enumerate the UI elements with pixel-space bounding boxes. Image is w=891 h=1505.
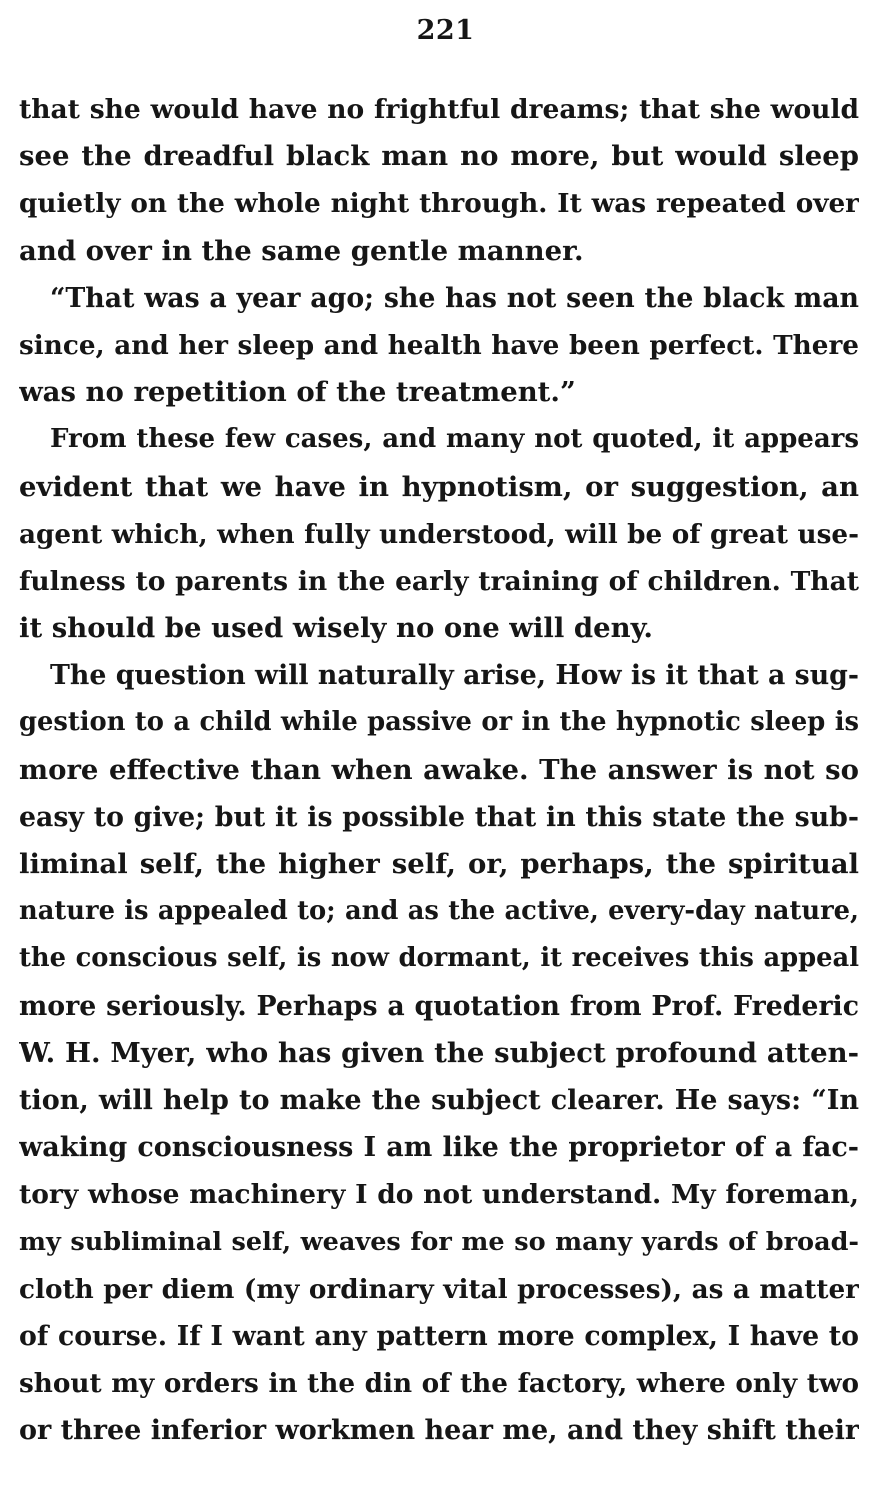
text-line: since, and her sleep and health have been perfect. There	[19, 329, 859, 361]
text-line: agent which, when fully understood, will be of great use-	[19, 518, 859, 550]
text-line: waking consciousness I am like the proprietor of a fac-	[19, 1132, 859, 1164]
text-line: more effective than when awake. The answer is not so	[19, 753, 859, 786]
text-line: The question will naturally arise, How is it that a sug-	[50, 660, 859, 692]
body-text	[19, 86, 859, 1454]
text-line: the conscious self, is now dormant, it receives this appeal	[19, 943, 859, 974]
text-line: that she would have no frightful dreams; that she would	[19, 94, 859, 125]
text-line: quietly on the whole night through. It was repeated over	[19, 188, 859, 220]
text-line: my subliminal self, weaves for me so many yards of broad-	[19, 1226, 859, 1257]
text-line: see the dreadful black man no more, but would sleep	[19, 140, 859, 173]
text-line: tory whose machinery I do not understand. My foreman,	[19, 1179, 859, 1211]
text-line: it should be used wisely no one will deny.	[19, 612, 653, 645]
text-line: nature is appealed to; and as the active, every-day nature,	[19, 896, 859, 927]
text-line: easy to give; but it is possible that in this state the sub-	[19, 801, 859, 833]
text-line: was no repetition of the treatment.”	[19, 376, 576, 409]
text-line: liminal self, the higher self, or, perhaps, the spiritual	[19, 848, 859, 880]
text-line: fulness to parents in the early training of children. That	[19, 565, 859, 597]
text-line: W. H. Myer, who has given the subject profound atten-	[19, 1036, 859, 1069]
text-line: or three inferior workmen hear me, and they shift their	[19, 1415, 859, 1447]
text-line: cloth per diem (my ordinary vital processes), as a matter	[19, 1273, 859, 1305]
text-line: From these few cases, and many not quoted, it appears	[50, 424, 859, 455]
page-number: 221	[416, 15, 475, 46]
text-line: of course. If I want any pattern more complex, I have to	[19, 1320, 859, 1352]
text-line: evident that we have in hypnotism, or suggestion, an	[19, 470, 859, 503]
text-line: shout my orders in the din of the factory, where only two	[19, 1368, 859, 1400]
text-line: tion, will help to make the subject clearer. He says: “In	[19, 1084, 859, 1116]
text-line: more seriously. Perhaps a quotation from Prof. Frederic	[19, 990, 859, 1022]
text-line: gestion to a child while passive or in the hypnotic sleep is	[19, 707, 859, 738]
text-line: “That was a year ago; she has not seen the black man	[50, 282, 859, 314]
text-line: and over in the same gentle manner.	[19, 234, 584, 267]
